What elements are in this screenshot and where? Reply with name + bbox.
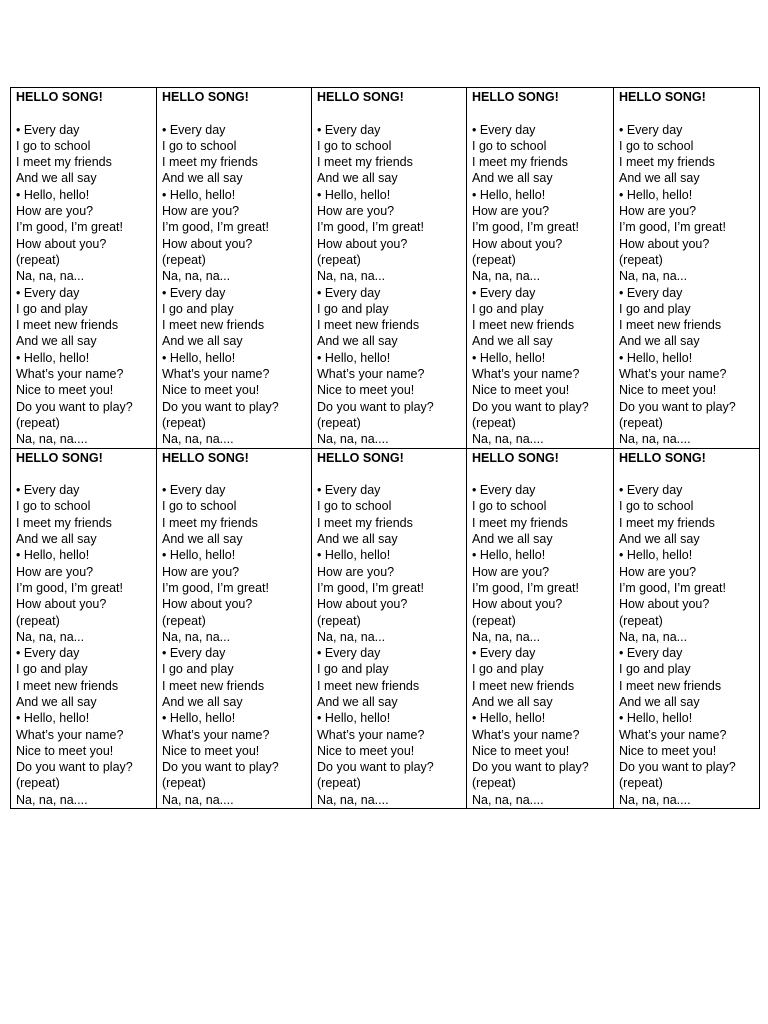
song-card — [157, 448, 312, 809]
lyric-line: • Hello, hello! — [162, 187, 236, 202]
lyric-line: Nice to meet you! — [472, 383, 570, 398]
lyric-line: I go and play — [317, 662, 389, 677]
lyric-line: • Every day — [317, 285, 381, 300]
song-card — [614, 88, 760, 449]
lyric-line: Na, na, na.... — [16, 432, 88, 447]
lyric-line: How are you? — [472, 564, 550, 579]
lyric-line: How about you? — [317, 236, 408, 251]
lyric-line: I meet new friends — [317, 678, 420, 693]
lyric-line: Do you want to play? — [162, 399, 279, 414]
lyric-line: How are you? — [16, 564, 94, 579]
lyric-line: How are you? — [472, 204, 550, 219]
lyric-line: I meet new friends — [162, 318, 265, 333]
lyric-line: • Hello, hello! — [16, 548, 90, 563]
lyric-line: Do you want to play? — [16, 399, 133, 414]
lyric-line: How about you? — [619, 597, 710, 612]
lyric-line: • Hello, hello! — [162, 350, 236, 365]
song-card-content — [614, 88, 759, 448]
lyric-line: I meet new friends — [162, 678, 265, 693]
lyric-line: And we all say — [162, 532, 243, 547]
lyric-line: What’s your name? — [472, 727, 580, 742]
lyric-line: I’m good, I’m great! — [162, 220, 269, 235]
lyric-line: I meet my friends — [619, 515, 715, 530]
lyric-line: • Hello, hello! — [16, 187, 90, 202]
lyric-line: • Every day — [472, 483, 536, 498]
lyric-line: And we all say — [472, 694, 553, 709]
lyric-line: Na, na, na... — [16, 269, 85, 284]
song-title: HELLO SONG! — [162, 450, 249, 465]
lyric-line: Na, na, na... — [472, 629, 541, 644]
lyric-line: I meet my friends — [162, 155, 258, 170]
lyric-line: • Hello, hello! — [472, 350, 546, 365]
song-card-row — [11, 448, 760, 809]
lyric-line: • Every day — [317, 122, 381, 137]
lyric-line: (repeat) — [472, 415, 516, 430]
lyric-line: Na, na, na.... — [472, 432, 544, 447]
lyric-line: And we all say — [317, 334, 398, 349]
lyric-line: How are you? — [16, 204, 94, 219]
lyric-line: I’m good, I’m great! — [317, 220, 424, 235]
lyric-line: Na, na, na.... — [472, 792, 544, 807]
song-card — [312, 448, 467, 809]
lyric-line: And we all say — [619, 532, 700, 547]
song-title: HELLO SONG! — [317, 450, 404, 465]
lyric-line: • Hello, hello! — [162, 548, 236, 563]
lyric-line: • Every day — [619, 285, 683, 300]
lyric-line: What’s your name? — [162, 727, 270, 742]
lyric-line: And we all say — [317, 694, 398, 709]
lyric-line: Na, na, na.... — [162, 432, 234, 447]
lyric-line: And we all say — [16, 532, 97, 547]
lyric-line: What’s your name? — [162, 367, 270, 382]
lyric-line: • Every day — [472, 646, 536, 661]
song-title: HELLO SONG! — [619, 90, 706, 104]
lyric-line: Na, na, na... — [317, 269, 386, 284]
lyric-line: (repeat) — [16, 415, 60, 430]
song-title: HELLO SONG! — [162, 90, 249, 104]
song-card-row — [11, 88, 760, 449]
lyric-line: (repeat) — [16, 776, 60, 791]
lyric-line: And we all say — [317, 532, 398, 547]
lyric-line: Do you want to play? — [16, 760, 133, 775]
lyric-line: (repeat) — [162, 415, 206, 430]
lyric-line: I go to school — [162, 138, 237, 153]
lyric-line: Na, na, na... — [162, 269, 231, 284]
song-card-content — [467, 88, 613, 448]
lyric-line: How are you? — [619, 564, 697, 579]
lyric-line: Na, na, na.... — [619, 792, 691, 807]
lyric-line: And we all say — [619, 694, 700, 709]
lyric-line: • Hello, hello! — [472, 711, 546, 726]
lyric-line: Do you want to play? — [317, 760, 434, 775]
spacer — [162, 105, 311, 121]
lyric-line: How are you? — [162, 204, 240, 219]
lyric-line: (repeat) — [317, 776, 361, 791]
lyric-line: I go and play — [317, 301, 389, 316]
lyric-line: I go and play — [619, 662, 691, 677]
lyric-line: Na, na, na... — [472, 269, 541, 284]
lyric-line: How about you? — [317, 597, 408, 612]
song-title: HELLO SONG! — [619, 450, 706, 465]
lyric-line: I’m good, I’m great! — [16, 580, 123, 595]
lyric-line: I go to school — [619, 499, 694, 514]
lyric-line: Do you want to play? — [162, 760, 279, 775]
song-card-content — [157, 449, 311, 809]
song-title: HELLO SONG! — [472, 90, 559, 104]
song-card — [614, 448, 760, 809]
lyric-line: I’m good, I’m great! — [317, 580, 424, 595]
spacer — [16, 105, 156, 121]
lyric-line: • Every day — [16, 122, 80, 137]
lyric-line: I go to school — [162, 499, 237, 514]
lyric-line: What’s your name? — [619, 367, 727, 382]
lyric-line: I meet new friends — [472, 318, 575, 333]
lyric-line: (repeat) — [162, 252, 206, 267]
lyric-line: What’s your name? — [16, 727, 124, 742]
lyric-line: I meet my friends — [619, 155, 715, 170]
lyric-line: How are you? — [619, 204, 697, 219]
lyric-line: I meet new friends — [619, 318, 722, 333]
lyric-line: Nice to meet you! — [317, 743, 415, 758]
lyric-line: Na, na, na.... — [317, 432, 389, 447]
lyric-line: Na, na, na.... — [619, 432, 691, 447]
lyric-line: (repeat) — [619, 252, 663, 267]
lyric-line: Na, na, na... — [16, 629, 85, 644]
lyric-line: How about you? — [472, 597, 563, 612]
lyric-line: Nice to meet you! — [472, 743, 570, 758]
song-card-content — [312, 88, 466, 448]
lyric-line: (repeat) — [16, 613, 60, 628]
lyric-line: I meet new friends — [16, 318, 119, 333]
lyric-line: And we all say — [317, 171, 398, 186]
lyric-line: And we all say — [162, 171, 243, 186]
lyric-line: • Hello, hello! — [472, 187, 546, 202]
lyric-line: I go and play — [472, 662, 544, 677]
lyric-line: (repeat) — [619, 415, 663, 430]
lyric-line: How are you? — [162, 564, 240, 579]
song-card-content — [11, 449, 156, 809]
lyric-line: Na, na, na... — [619, 629, 688, 644]
lyric-line: • Hello, hello! — [317, 548, 391, 563]
song-card — [157, 88, 312, 449]
lyric-line: And we all say — [472, 171, 553, 186]
lyric-line: What’s your name? — [16, 367, 124, 382]
lyric-line: Na, na, na.... — [162, 792, 234, 807]
lyric-line: • Every day — [16, 483, 80, 498]
lyric-line: Na, na, na.... — [317, 792, 389, 807]
spacer — [317, 105, 466, 121]
song-card — [11, 88, 157, 449]
lyric-line: How about you? — [162, 597, 253, 612]
lyric-line: I go to school — [619, 138, 694, 153]
lyric-line: Na, na, na... — [619, 269, 688, 284]
spacer — [472, 466, 613, 482]
lyric-line: Nice to meet you! — [16, 743, 114, 758]
lyric-line: What’s your name? — [619, 727, 727, 742]
lyric-line: (repeat) — [317, 613, 361, 628]
lyric-line: I meet new friends — [472, 678, 575, 693]
lyric-line: Do you want to play? — [317, 399, 434, 414]
song-card-content — [614, 449, 759, 809]
lyric-line: • Every day — [16, 285, 80, 300]
song-card-content — [467, 449, 613, 809]
lyric-line: Na, na, na.... — [16, 792, 88, 807]
lyric-line: • Every day — [619, 122, 683, 137]
lyric-line: • Every day — [162, 122, 226, 137]
lyric-line: I go and play — [472, 301, 544, 316]
lyric-line: • Hello, hello! — [317, 187, 391, 202]
lyric-line: (repeat) — [16, 252, 60, 267]
song-card — [312, 88, 467, 449]
lyric-line: And we all say — [16, 694, 97, 709]
lyric-line: How are you? — [317, 204, 395, 219]
lyric-line: And we all say — [472, 532, 553, 547]
lyric-line: Nice to meet you! — [619, 743, 717, 758]
song-card-content — [11, 88, 156, 448]
lyric-line: I meet my friends — [162, 515, 258, 530]
song-card — [467, 448, 614, 809]
lyric-line: And we all say — [162, 334, 243, 349]
lyric-line: What’s your name? — [317, 367, 425, 382]
lyric-line: And we all say — [16, 334, 97, 349]
lyric-line: What’s your name? — [317, 727, 425, 742]
lyric-line: Nice to meet you! — [317, 383, 415, 398]
lyric-line: And we all say — [619, 171, 700, 186]
song-card — [11, 448, 157, 809]
lyric-line: I go and play — [16, 301, 88, 316]
song-card — [467, 88, 614, 449]
lyric-line: I meet my friends — [16, 515, 112, 530]
lyric-line: I meet my friends — [472, 155, 568, 170]
spacer — [619, 466, 759, 482]
lyric-line: (repeat) — [619, 776, 663, 791]
lyric-line: • Hello, hello! — [619, 548, 693, 563]
song-title: HELLO SONG! — [317, 90, 404, 104]
lyric-line: I go to school — [16, 499, 91, 514]
lyric-line: • Every day — [317, 483, 381, 498]
lyric-line: • Every day — [472, 285, 536, 300]
lyric-line: I meet new friends — [317, 318, 420, 333]
lyric-line: Nice to meet you! — [16, 383, 114, 398]
lyric-line: Nice to meet you! — [619, 383, 717, 398]
lyric-line: I’m good, I’m great! — [16, 220, 123, 235]
lyric-line: I go and play — [162, 662, 234, 677]
lyric-line: Do you want to play? — [472, 399, 589, 414]
lyric-line: (repeat) — [162, 613, 206, 628]
lyric-line: (repeat) — [472, 252, 516, 267]
lyric-line: • Hello, hello! — [317, 350, 391, 365]
lyric-line: I go to school — [317, 138, 392, 153]
lyric-line: • Hello, hello! — [619, 711, 693, 726]
lyric-line: I meet new friends — [16, 678, 119, 693]
lyric-line: And we all say — [472, 334, 553, 349]
lyric-line: • Hello, hello! — [162, 711, 236, 726]
lyric-line: How about you? — [162, 236, 253, 251]
lyric-line: • Every day — [472, 122, 536, 137]
lyric-line: • Every day — [619, 646, 683, 661]
lyric-line: (repeat) — [472, 776, 516, 791]
lyric-line: • Hello, hello! — [619, 350, 693, 365]
lyric-line: • Every day — [16, 646, 80, 661]
lyric-line: (repeat) — [317, 252, 361, 267]
lyric-line: (repeat) — [472, 613, 516, 628]
lyric-line: I meet my friends — [16, 155, 112, 170]
lyric-line: (repeat) — [162, 776, 206, 791]
lyric-line: I’m good, I’m great! — [472, 580, 579, 595]
lyric-line: Nice to meet you! — [162, 743, 260, 758]
lyric-line: Na, na, na... — [317, 629, 386, 644]
lyric-line: I go to school — [472, 499, 547, 514]
song-card-content — [157, 88, 311, 448]
lyric-line: And we all say — [619, 334, 700, 349]
lyric-line: I go and play — [16, 662, 88, 677]
lyric-line: I meet my friends — [317, 155, 413, 170]
song-title: HELLO SONG! — [16, 90, 103, 104]
lyric-line: I go to school — [16, 138, 91, 153]
song-title: HELLO SONG! — [16, 450, 103, 465]
spacer — [472, 105, 613, 121]
lyric-line: • Every day — [162, 285, 226, 300]
lyric-line: How about you? — [16, 597, 107, 612]
lyric-line: Nice to meet you! — [162, 383, 260, 398]
lyric-line: I’m good, I’m great! — [619, 580, 726, 595]
lyric-line: How about you? — [619, 236, 710, 251]
lyric-line: Do you want to play? — [472, 760, 589, 775]
lyric-line: And we all say — [16, 171, 97, 186]
lyric-line: I’m good, I’m great! — [472, 220, 579, 235]
lyric-line: I meet my friends — [472, 515, 568, 530]
lyric-line: I go and play — [162, 301, 234, 316]
lyric-line: I go to school — [317, 499, 392, 514]
lyric-line: • Every day — [162, 646, 226, 661]
spacer — [162, 466, 311, 482]
lyric-line: • Hello, hello! — [16, 711, 90, 726]
lyric-line: I’m good, I’m great! — [619, 220, 726, 235]
spacer — [619, 105, 759, 121]
lyric-line: How are you? — [317, 564, 395, 579]
lyric-line: I go to school — [472, 138, 547, 153]
spacer — [317, 466, 466, 482]
lyric-line: Na, na, na... — [162, 629, 231, 644]
lyric-line: How about you? — [472, 236, 563, 251]
spacer — [16, 466, 156, 482]
lyric-line: • Every day — [619, 483, 683, 498]
lyric-line: I meet my friends — [317, 515, 413, 530]
lyric-line: Do you want to play? — [619, 399, 736, 414]
song-card-content — [312, 449, 466, 809]
lyric-line: • Every day — [317, 646, 381, 661]
lyric-line: • Hello, hello! — [16, 350, 90, 365]
lyric-line: (repeat) — [317, 415, 361, 430]
song-title: HELLO SONG! — [472, 450, 559, 465]
lyric-line: I meet new friends — [619, 678, 722, 693]
lyric-line: I go and play — [619, 301, 691, 316]
lyric-line: What’s your name? — [472, 367, 580, 382]
lyric-line: • Hello, hello! — [619, 187, 693, 202]
song-card-grid — [10, 87, 760, 809]
lyric-line: How about you? — [16, 236, 107, 251]
lyric-line: Do you want to play? — [619, 760, 736, 775]
lyric-line: • Every day — [162, 483, 226, 498]
lyric-line: And we all say — [162, 694, 243, 709]
lyric-line: • Hello, hello! — [472, 548, 546, 563]
lyric-line: I’m good, I’m great! — [162, 580, 269, 595]
lyric-line: • Hello, hello! — [317, 711, 391, 726]
lyric-line: (repeat) — [619, 613, 663, 628]
